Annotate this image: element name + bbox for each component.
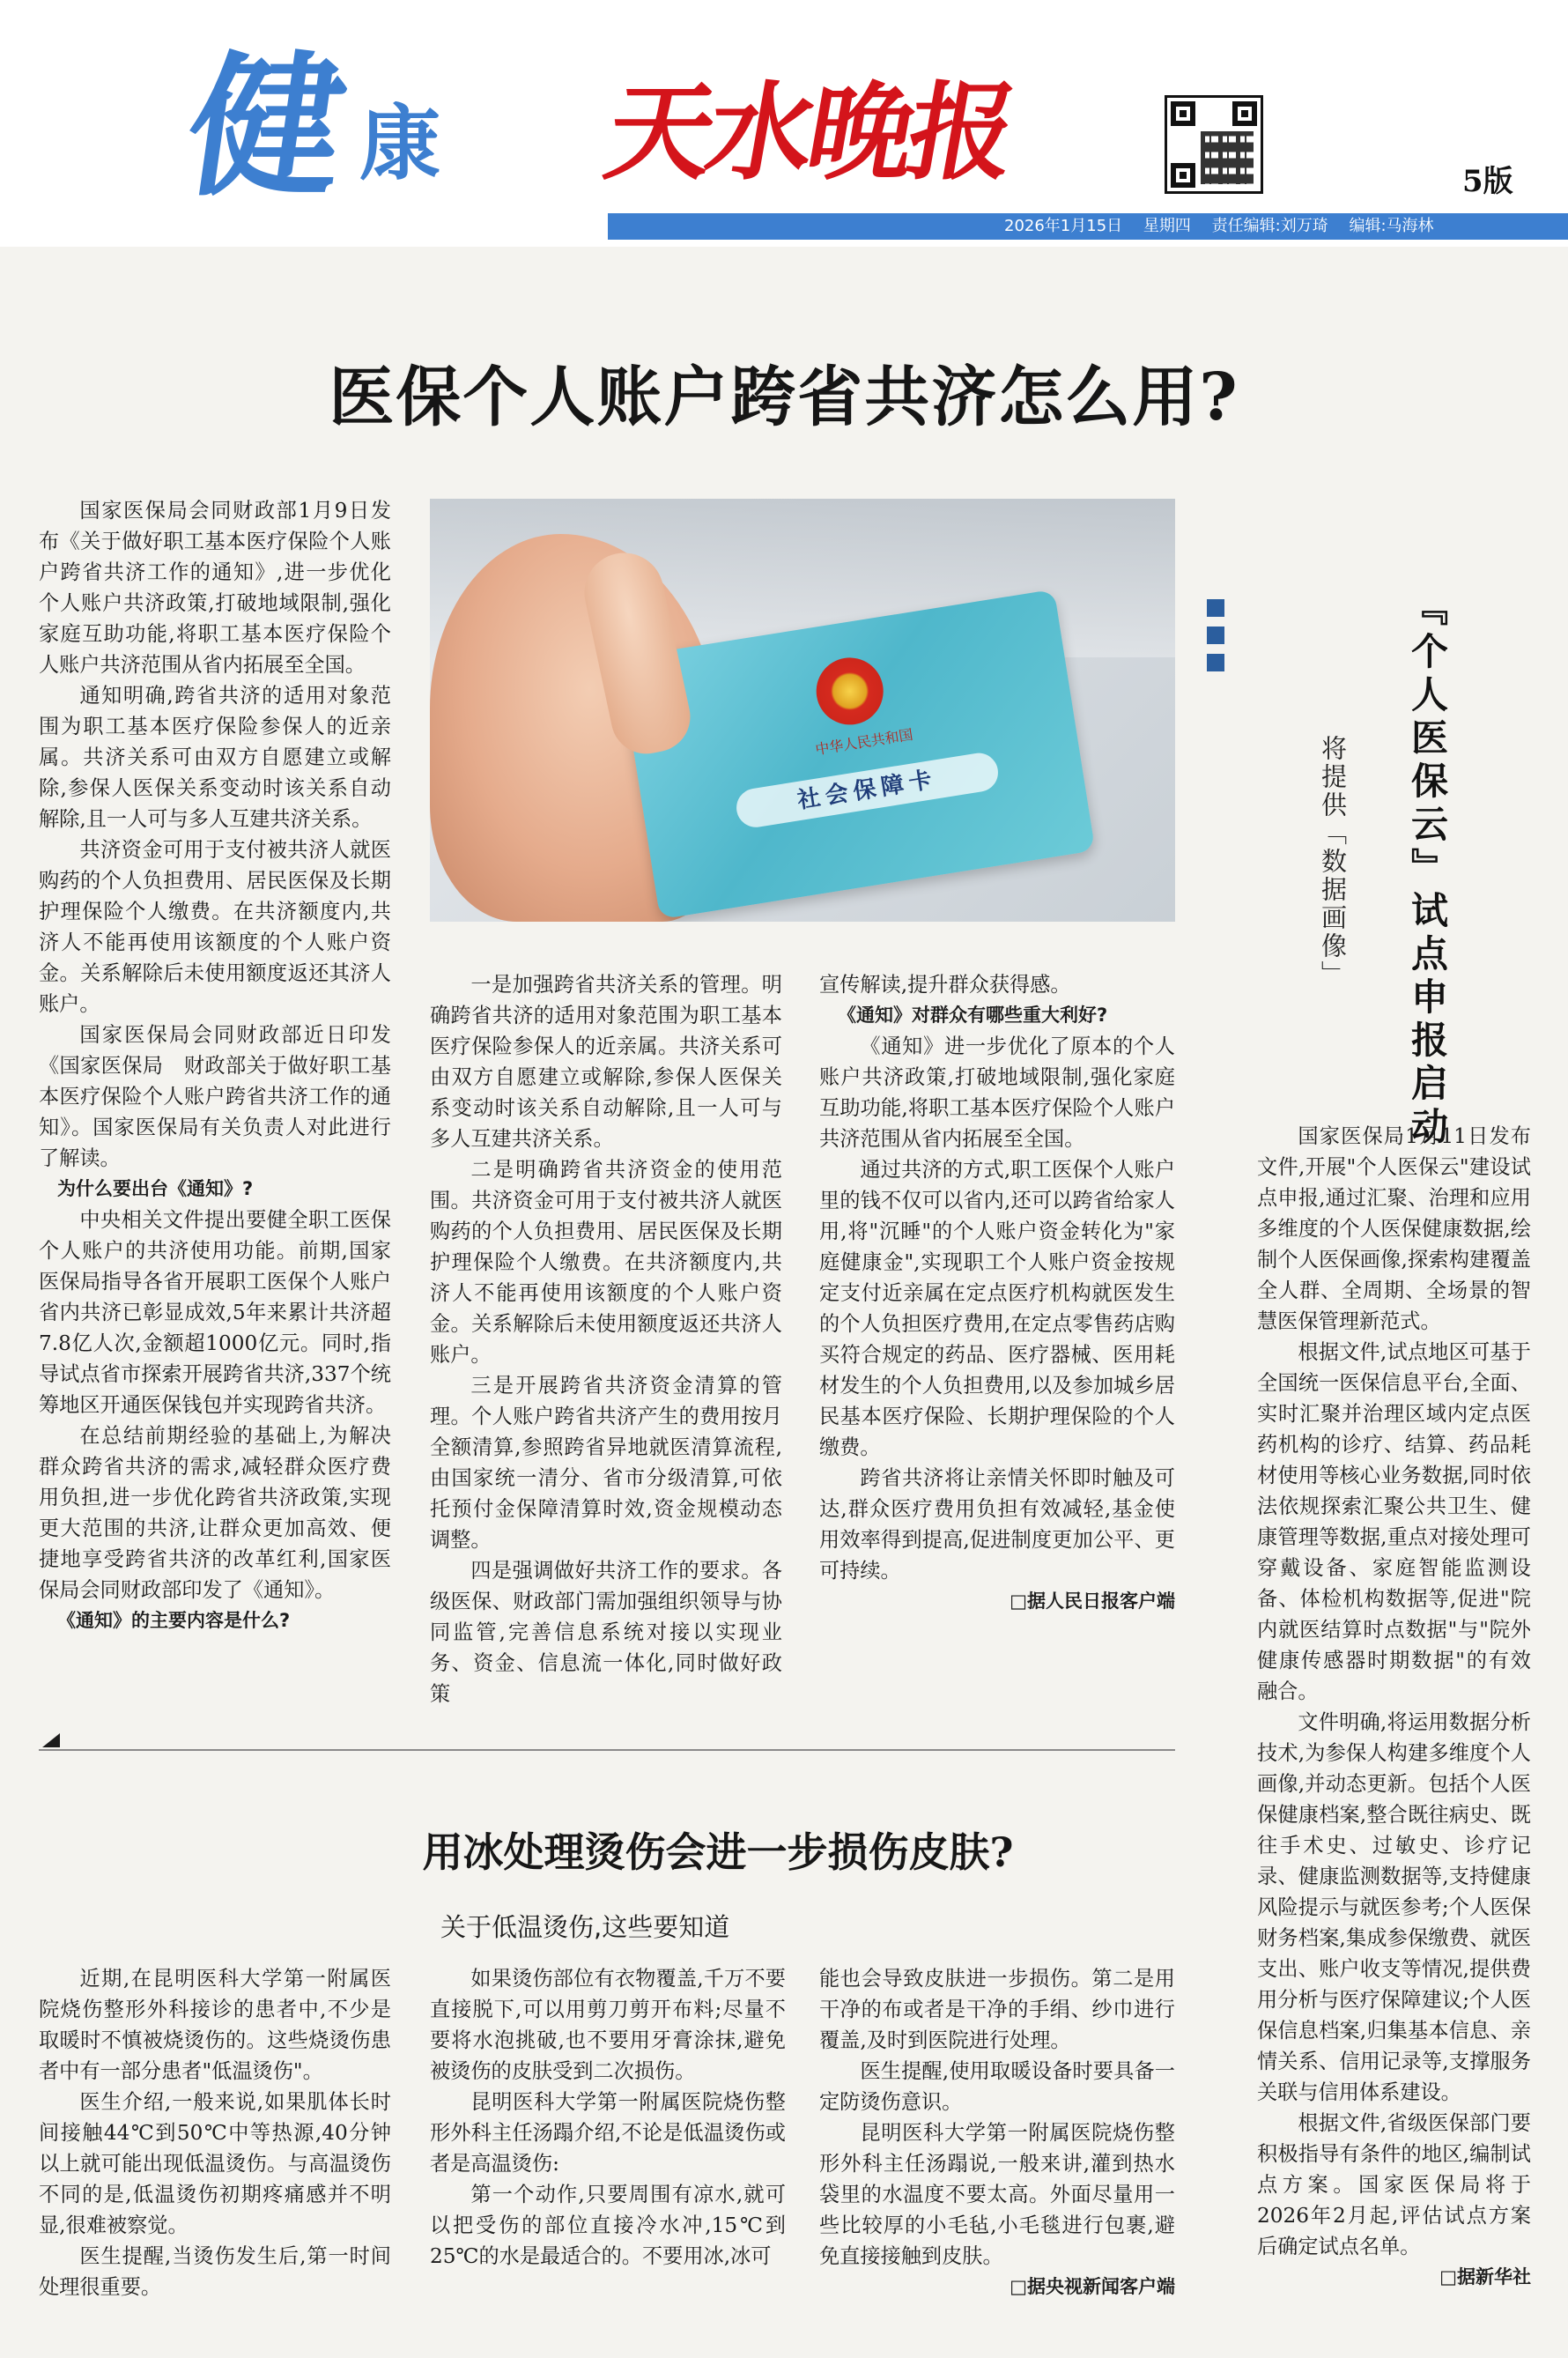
newspaper-logo: 天水晚报 — [596, 72, 1021, 195]
paragraph: 昆明医科大学第一附属医院烧伤整形外科主任汤蹋说,一般来讲,灌到热水袋里的水温度不要太高。外面尽量用一些比较厚的小毛毡,小毛毯进行包裹,避免直接接触到皮肤。 — [819, 2121, 1175, 2268]
card-issuer: 中华人民共和国 — [814, 725, 914, 759]
article2-column-1 — [39, 1963, 391, 2302]
paragraph: 国家医保局会同财政部近日印发《国家医保局 财政部关于做好职工基本医疗保险个人账户跨省共济工作的通知》。国家医保局有关负责人对此进行了解读。 — [39, 1023, 391, 1170]
editor-in-charge: 责任编辑:刘万琦 — [1211, 217, 1328, 235]
editor: 编辑:马海林 — [1349, 217, 1434, 235]
paragraph: 三是开展跨省共济资金清算的管理。个人账户跨省共济产生的费用按月全额清算,参照跨省异地就医清算流程,由国家统一清分、省市分级清算,可依托预付金保障清算时效,资金规模动态调整。 — [430, 1374, 782, 1552]
paragraph: 国家医保局会同财政部1月9日发布《关于做好职工基本医疗保险个人账户跨省共济工作的通知》,进一步优化个人账户共济政策,打破地域限制,强化家庭互助功能,将职工基本医疗保险个人账户共济范围从省内拓展至全国。 — [39, 499, 391, 677]
paragraph: 一是加强跨省共济关系的管理。明确跨省共济的适用对象范围为职工基本医疗保险参保人的近亲属。共济关系可由双方自愿建立或解除,参保人医保关系变动时该关系自动解除,且一人可与多人互建共济关系。 — [430, 973, 782, 1151]
section-title-char-1: 健 — [176, 39, 357, 218]
article1-column-3 — [819, 969, 1175, 1617]
paragraph: 医生介绍,一般来说,如果肌体长时间接触44℃到50℃中等热源,40分钟以上就可能出现低温烫伤。与高温烫伤不同的是,低温烫伤初期疼痛感并不明显,很难被察觉。 — [39, 2090, 391, 2237]
issue-date: 2026年1月15日 — [1004, 217, 1123, 235]
sidebar-headline: 『个人医保云』试点申报启动 — [1406, 589, 1449, 1150]
article2-column-2 — [430, 1963, 786, 2272]
divider-triangle-icon — [42, 1733, 60, 1747]
paragraph: 四是强调做好共济工作的要求。各级医保、财政部门需加强组织领导与协同监管,完善信息系统对接以实现业务、资金、信息流一体化,同时做好政策 — [430, 1559, 782, 1706]
paragraph: 能也会导致皮肤进一步损伤。第二是用干净的布或者是干净的手绢、纱巾进行覆盖,及时到医院进行处理。 — [819, 1967, 1175, 2052]
section-divider — [39, 1749, 1175, 1751]
article2-subhead: 关于低温烫伤,这些要知道 — [440, 1912, 730, 1942]
sidebar-marker-icon — [1207, 599, 1224, 681]
article1-photo — [430, 499, 1175, 922]
article1-source: □据人民日报客户端 — [1010, 1591, 1175, 1612]
paragraph: 二是明确跨省共济资金的使用范围。共济资金可用于支付被共济人就医购药的个人负担费用、居民医保及长期护理保险个人缴费。在共济额度内,共济人不能再使用该额度的个人账户资金。关系解除后未使用额度返还共济人账户。 — [430, 1158, 782, 1367]
paragraph: 第一个动作,只要周围有凉水,就可以把受伤的部位直接冷水冲,15℃到25℃的水是最适合的。不要用冰,冰可 — [430, 2183, 786, 2268]
masthead-meta — [1004, 215, 1450, 238]
subheading: 《通知》的主要内容是什么? — [57, 1610, 291, 1631]
paragraph: 通过共济的方式,职工医保个人账户里的钱不仅可以省内,还可以跨省给家人用,将"沉睡"的个人账户资金转化为"家庭健康金",实现职工个人账户资金按规定支付近亲属在定点医疗机构就医发生的个人负担医疗费用,在定点零售药店购买符合规定的药品、医疗器械、医用耗材发生的个人负担费用,以及参加城乡居民基本医疗保险、长期护理保险的个人缴费。 — [819, 1158, 1175, 1459]
paragraph: 《通知》进一步优化了原本的个人账户共济政策,打破地域限制,强化家庭互助功能,将职工基本医疗保险个人账户共济范围从省内拓展至全国。 — [819, 1034, 1175, 1151]
paragraph: 医生提醒,当烫伤发生后,第一时间处理很重要。 — [39, 2244, 391, 2299]
section-title-char-2: 康 — [359, 97, 441, 191]
paragraph: 医生提醒,使用取暖设备时要具备一定防烫伤意识。 — [819, 2059, 1175, 2114]
paragraph: 中央相关文件提出要健全职工医保个人账户的共济使用功能。前期,国家医保局指导各省开展职工医保个人账户省内共济已彰显成效,5年来累计共济超7.8亿人次,金额超1000亿元。同时,指导试点省市探索开展跨省共济,337个统筹地区开通医保钱包并实现跨省共济。 — [39, 1208, 391, 1417]
paragraph: 根据文件,试点地区可基于全国统一医保信息平台,全面、实时汇聚并治理区域内定点医药机构的诊疗、结算、药品耗材使用等核心业务数据,同时依法依规探索汇聚公共卫生、健康管理等数据,重点对接处理可穿戴设备、家庭智能监测设备、体检机构数据等,促进"院内就医结算时点数据"与"院外健康传感器时期数据"的有效融合。 — [1257, 1340, 1531, 1703]
paragraph: 近期,在昆明医科大学第一附属医院烧伤整形外科接诊的患者中,不少是取暖时不慎被烧烫伤的。这些烧烫伤患者中有一部分患者"低温烫伤"。 — [39, 1967, 391, 2083]
national-emblem-icon — [811, 653, 888, 730]
subheading: 《通知》对群众有哪些重大利好? — [838, 1005, 1108, 1026]
paragraph: 共济资金可用于支付被共济人就医购药的个人负担费用、居民医保及长期护理保险个人缴费。在共济额度内,共济人不能再使用该额度的个人账户资金。关系解除后未使用额度返还其济人账户。 — [39, 838, 391, 1016]
paragraph: 根据文件,省级医保部门要积极指导有条件的地区,编制试点方案。国家医保局将于2026年2月起,评估试点方案后确定试点名单。 — [1257, 2111, 1531, 2258]
qr-code-icon — [1165, 95, 1263, 194]
subheading: 为什么要出台《通知》? — [57, 1178, 254, 1199]
article2-column-3 — [819, 1963, 1175, 2302]
paragraph: 文件明确,将运用数据分析技术,为参保人构建多维度个人画像,并动态更新。包括个人医保健康档案,整合既往病史、既往手术史、过敏史、诊疗记录、健康监测数据等,支持健康风险提示与就医参考;个人医保财务档案,集成参保缴费、就医支出、账户收支等情况,提供费用分析与医疗保障建议;个人医保信息档案,归集基本信息、亲情关系、信用记录等,支撑服务关联与信用体系建设。 — [1257, 1710, 1531, 2104]
paragraph: 昆明医科大学第一附属医院烧伤整形外科主任汤蹋介绍,不论是低温烫伤或者是高温烫伤: — [430, 2090, 786, 2176]
paragraph: 跨省共济将让亲情关怀即时触及可达,群众医疗费用负担有效减轻,基金使用效率得到提高,促进制度更加公平、更可持续。 — [819, 1466, 1175, 1583]
article1-headline: 医保个人账户跨省共济怎么用? — [329, 360, 1239, 435]
card-name: 社会保障卡 — [734, 751, 1001, 830]
paragraph: 在总结前期经验的基础上,为解决群众跨省共济的需求,减轻群众医疗费用负担,进一步优化跨省共济政策,实现更大范围的共济,让群众更加高效、便捷地享受跨省共济的改革红利,国家医保局会同财政部印发了《通知》。 — [39, 1424, 391, 1602]
paragraph: 宣传解读,提升群众获得感。 — [819, 973, 1071, 997]
sidebar-source: □据新华社 — [1439, 2266, 1531, 2288]
article2-headline: 用冰处理烫伤会进一步损伤皮肤? — [422, 1828, 1014, 1876]
masthead — [0, 0, 1568, 247]
paragraph: 国家医保局1月11日发布文件,开展"个人医保云"建设试点申报,通过汇聚、治理和应用多维度的个人医保健康数据,绘制个人医保画像,探索构建覆盖全人群、全周期、全场景的智慧医保管理新范式。 — [1257, 1124, 1531, 1333]
article1-column-1 — [39, 495, 391, 1636]
sidebar-subheadline: 将提供「数据画像」 — [1318, 735, 1348, 989]
page-number: 5版 — [1462, 164, 1513, 199]
paragraph: 如果烫伤部位有衣物覆盖,千万不要直接脱下,可以用剪刀剪开布料;尽量不要将水泡挑破,也不要用牙膏涂抹,避免被烫伤的皮肤受到二次损伤。 — [430, 1967, 786, 2083]
sidebar-column — [1257, 1121, 1531, 2293]
paragraph: 通知明确,跨省共济的适用对象范围为职工基本医疗保险参保人的近亲属。共济关系可由双方自愿建立或解除,参保人医保关系变动时该关系自动解除,且一人可与多人互建共济关系。 — [39, 684, 391, 831]
article2-source: □据央视新闻客户端 — [1010, 2276, 1175, 2297]
issue-weekday: 星期四 — [1143, 217, 1191, 235]
article1-column-2 — [430, 969, 782, 1709]
